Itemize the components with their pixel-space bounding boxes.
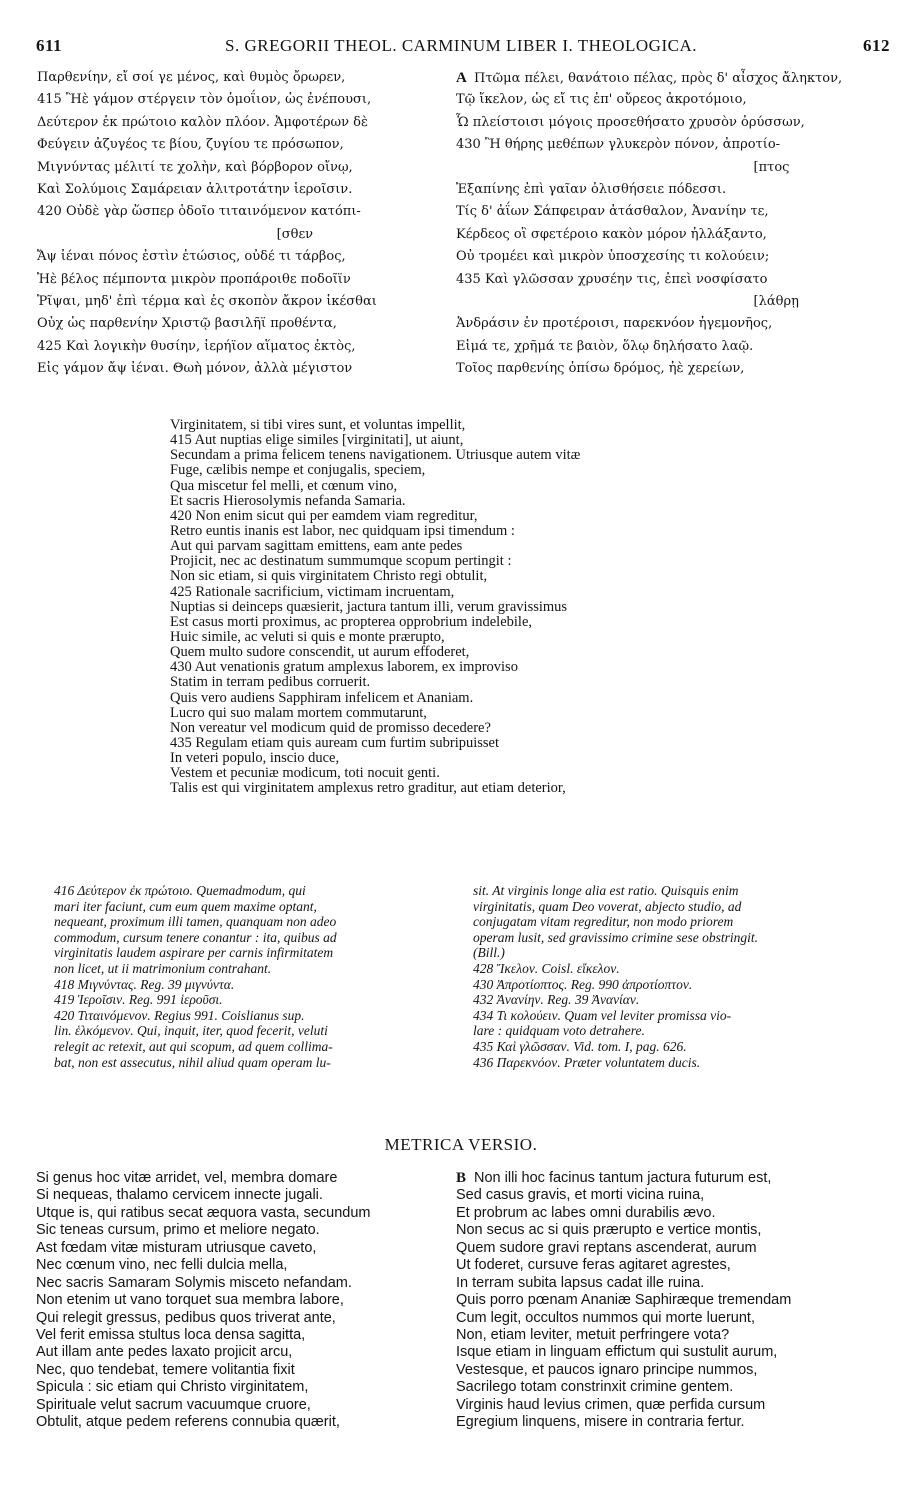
footnote-line: 430 Ἀπροτίοπτος. Reg. 990 ἀπροτίοπτον. — [473, 976, 693, 992]
metrical-verse-line: Obtulit, atque pedem referens connubia quærit, — [36, 1414, 340, 1431]
footnote-line: 432 Ἀνανίην. Reg. 39 Ἀνανίαν. — [473, 992, 640, 1008]
footnote-line: virginitatis, quam Deo voverat, abjecto studio, ad — [473, 898, 742, 914]
footnote-line: bat, non est assecutus, nihil aliud quam operam lu- — [54, 1054, 331, 1070]
footnote-line: 419 Ἱεροῖσιν. Reg. 991 ἱεροῦσι. — [54, 992, 223, 1008]
metrical-verse-line: Sed casus gravis, et morti vicina ruina, — [456, 1187, 705, 1204]
footnote-line: 420 Τιταινόμενον. Regius 991. Coislianus sup. — [54, 1007, 305, 1023]
metrical-verse-line: Qui relegit gressus, pedibus quos triverat ante, — [36, 1309, 336, 1326]
latin-prose-line: Lucro qui suo malam mortem commutarunt, — [170, 705, 427, 721]
latin-prose-line: Et sacris Hierosolymis nefanda Samaria. — [170, 493, 406, 509]
latin-prose-line: 415 Aut nuptias elige similes [virginitati], ut aiunt, — [170, 433, 464, 449]
metrical-verse-line: Ast fœdam vitæ misturam utriusque caveto, — [36, 1239, 317, 1256]
greek-verse-line: Ἀνδράσιν ἐν προτέροισι, παρεκνόον ἡγεμονῆος, — [456, 316, 773, 332]
metrical-verse-line: Si nequeas, thalamo cervicem innecte jugali. — [36, 1187, 323, 1204]
metrical-verse-line: Ut foderet, cursuve feras agitaret agrestes, — [456, 1257, 731, 1274]
footnote-line: 434 Τι κολούειν. Quam vel leviter promissa vio- — [473, 1007, 732, 1023]
footnote-line: lare : quidquam voto detrahere. — [473, 1023, 645, 1039]
greek-verse-line: Παρθενίην, εἴ σοί γε μένος, καὶ θυμὸς ὄρωρεν, — [37, 70, 346, 85]
metrical-verse-line: Sic teneas cursum, primo et meliore negato. — [36, 1222, 320, 1239]
metrical-verse-line: In terram subita lapsus cadat ille ruina. — [456, 1274, 705, 1291]
footnotes-left-column — [54, 883, 464, 1070]
latin-prose-line: Quis vero audiens Sapphiram infelicem et Ananiam. — [170, 690, 474, 706]
footnote-line: 418 Μιγνύντας. Reg. 39 μιγνύντα. — [54, 976, 235, 992]
greek-verse-line: Τίς δ' ἀΐων Σάπφειραν ἀτάσθαλον, Ἀνανίην τε, — [456, 204, 769, 220]
metrical-verse-line: Non etenim ut vano torquet sua membra labore, — [36, 1292, 344, 1309]
latin-prose-line: Est casus morti proximus, ac propterea opprobrium indelebile, — [170, 614, 533, 630]
metrical-verse-right-column — [456, 1170, 901, 1432]
greek-verse-line: [λάθρῃ — [456, 293, 799, 309]
greek-verse-line: Ἄψ ἰέναι πόνος ἐστὶν ἐτώσιος, οὐδέ τι τάρβος, — [37, 249, 346, 265]
metrical-verse-line: Nec sacris Samaram Solymis misceto nefandam. — [36, 1274, 352, 1291]
latin-prose-line: Qua miscetur fel melli, et cœnum vino, — [170, 478, 398, 494]
running-title: S. GREGORII THEOL. CARMINUM LIBER I. THEOLOGICA. — [225, 36, 697, 55]
metrical-verse-line: Si genus hoc vitæ arridet, vel, membra domare — [36, 1170, 338, 1186]
greek-verse-line: Ἐξαπίνης ἐπὶ γαῖαν ὀλισθήσειε πόδεσσι. — [456, 181, 727, 197]
greek-verse-line: Ἠὲ βέλος πέμποντα μικρὸν προπάροιθε ποδοῖϊν — [37, 271, 351, 287]
greek-verse-line: 425 Καὶ λογικὴν θυσίην, ἱερήϊον αἵματος ἐκτὸς, — [37, 338, 356, 354]
latin-prose-line: In veteri populo, inscio duce, — [170, 751, 340, 767]
metrical-verse-line: Virginis haud levius crimen, quæ perfida cursum — [456, 1396, 766, 1413]
footnote-line: operam lusit, sed gravissimo crimine sese obstringit. — [473, 929, 758, 945]
column-marker: B — [456, 1170, 467, 1186]
column-line-text: Non illi hoc facinus tantum jactura futurum est, — [474, 1170, 772, 1186]
latin-prose-line: Statim in terram pedibus corruerit. — [170, 675, 371, 691]
greek-verse-line: [πτος — [456, 159, 790, 175]
footnote-line: non licet, ut ii matrimonium contrahant. — [54, 960, 272, 976]
footnote-line: 416 Δεύτερον ἐκ πρώτοιο. Quemadmodum, qui — [54, 883, 306, 898]
footnote-line: 428 Ἴκελον. Coisl. εἴκελον. — [473, 960, 620, 976]
latin-prose-line: Retro euntis inanis est labor, nec quidquam ipsi timendum : — [170, 523, 515, 539]
latin-prose-line: Vestem et pecuniæ modicum, toti nocuit genti. — [170, 766, 440, 782]
footnote-line: commodum, cursum tenere conantur : ita, quibus ad — [54, 929, 337, 945]
page-header — [0, 36, 922, 58]
latin-prose-line: 425 Rationale sacrificium, victimam incruentam, — [170, 584, 455, 600]
metrical-verse-line: Non secus ac si quis prærupto e vertice montis, — [456, 1222, 762, 1239]
footnote-line: sit. At virginis longe alia est ratio. Quisquis enim — [473, 883, 739, 898]
latin-prose-line: Nuptias si deinceps quæsierit, jactura tantum illi, verum gravissimus — [170, 599, 568, 615]
latin-prose-line: Aut qui parvam sagittam emittens, eam ante pedes — [170, 539, 463, 555]
greek-text-left-column — [37, 67, 467, 380]
column-marker: A — [456, 70, 467, 86]
metrical-verse-line — [456, 1170, 901, 1187]
metrical-verse-line: Non, etiam leviter, metuit perfringere vota? — [456, 1326, 730, 1343]
latin-prose-line: Quem multo sudore conscendit, ut aurum effoderet, — [170, 645, 470, 661]
latin-prose-line: Virginitatem, si tibi vires sunt, et voluntas impellit, — [170, 418, 466, 433]
metrical-verse-line: Nec cœnum vino, nec felli dulcia mella, — [36, 1257, 288, 1274]
latin-prose-line: 420 Non enim sicut qui per eamdem viam regreditur, — [170, 508, 478, 524]
metrical-verse-line: Sacrilego totam constrinxit crimine gentem. — [456, 1379, 734, 1396]
metrical-verse-line: Aut illam ante pedes laxato projicit arcu, — [36, 1344, 293, 1361]
greek-verse-line: Φεύγειν ἀζυγέος τε βίου, ζυγίου τε πρόσωπον, — [37, 137, 344, 153]
metrical-verse-line: Spicula : sic etiam qui Christo virginitatem, — [36, 1379, 309, 1396]
greek-verse-line — [456, 67, 901, 89]
metrical-verse-line: Vestesque, et paucos ignaro principe nummos, — [456, 1361, 758, 1378]
metrical-verse-line: Vel ferit emissa stultus loca densa sagitta, — [36, 1326, 306, 1343]
page-number-left: 611 — [36, 36, 63, 55]
greek-verse-line: Τοῖος παρθενίης ὀπίσω δρόμος, ἠὲ χερείων, — [456, 361, 745, 377]
latin-prose-line: Non sic etiam, si quis virginitatem Christo regi obtulit, — [170, 569, 488, 585]
footnote-line: conjugatam vitam regreditur, non modo priorem — [473, 914, 734, 930]
footnote-line: nequeant, proximum illi tamen, quanquam non adeo — [54, 914, 337, 930]
greek-verse-line: Ὧ πλείστοισι μόγοις προσεθήσατο χρυσὸν ὀρύσσων, — [456, 114, 805, 130]
metrica-versio-heading: METRICA VERSIO. — [384, 1135, 538, 1154]
greek-verse-line: 415 Ἢὲ γάμον στέργειν τὸν ὁμοΐιον, ὡς ἐνέπουσι, — [37, 92, 372, 108]
metrical-verse-line: Cum legit, occultos nummos qui morte luerunt, — [456, 1309, 755, 1326]
latin-prose-line: Secundam a prima felicem tenens navigationem. Utriusque autem vitæ — [170, 448, 581, 464]
greek-verse-line: Καὶ Σολύμοις Σαμάρειαν ἀλιτροτάτην ἱεροῖσιν. — [37, 181, 353, 197]
greek-verse-line: Τῷ ἴκελον, ὡς εἴ τις ἐπ' οὔρεος ἀκροτόμοιο, — [456, 92, 747, 108]
greek-verse-line: 430 Ἢ θήρης μεθέπων γλυκερὸν πόνον, ἀπροτίο- — [456, 137, 781, 153]
column-line-text: Πτῶμα πέλει, θανάτοιο πέλας, πρὸς δ' αἶσχος ἄληκτον, — [474, 71, 843, 86]
latin-prose-line: Fuge, cælibis nempe et conjugalis, speciem, — [170, 463, 426, 479]
page-number-right: 612 — [863, 36, 890, 55]
greek-verse-line: 420 Οὐδὲ γὰρ ὥσπερ ὁδοῖο τιταινόμενον κατόπι- — [37, 204, 361, 220]
metrical-verse-line: Isque etiam in linguam effictum qui sustulit aurum, — [456, 1344, 778, 1361]
footnote-line: (Bill.) — [473, 945, 505, 961]
metrical-verse-line: Egregium linquens, misere in contraria fertur. — [456, 1414, 745, 1431]
greek-verse-line: [σθεν — [37, 226, 314, 242]
footnote-line: 435 Καὶ γλῶσσαν. Vid. tom. I, pag. 626. — [473, 1038, 687, 1054]
greek-verse-line: Ῥῖψαι, μηδ' ἐπὶ τέρμα καὶ ἐς σκοπὸν ἄκρον ἱκέσθαι — [37, 293, 377, 309]
greek-verse-line: Μιγνύντας μέλιτί τε χολὴν, καὶ βόρβορον οἴνῳ, — [37, 159, 353, 175]
latin-prose-line: Projicit, nec ac destinatum summumque scopum pertingit : — [170, 554, 512, 570]
footnote-line: 436 Παρεκνόον. Præter voluntatem ducis. — [473, 1054, 701, 1070]
greek-verse-line: Οὐχ ὡς παρθενίην Χριστῷ βασιλῆϊ προθέντα, — [37, 316, 337, 332]
latin-prose-line: Non vereatur vel modicum quid de promisso decedere? — [170, 720, 491, 736]
greek-verse-line: 435 Καὶ γλῶσσαν χρυσέην τις, ἐπεὶ νοσφίσατο — [456, 271, 768, 287]
footnote-line: virginitatis laudem aspirare per carnis infirmitatem — [54, 945, 334, 961]
footnote-line: relegit ac retexit, aut qui scopum, ad quem collima- — [54, 1038, 333, 1054]
greek-verse-line: Εἰς γάμον ἄψ ἰέναι. Θωὴ μόνον, ἀλλὰ μέγιστον — [37, 361, 353, 377]
greek-verse-line: Οὐ τρομέει καὶ μικρὸν ὑποσχεσίης τι κολούειν; — [456, 249, 770, 265]
metrical-verse-line: Spirituale velut sacrum vacuumque cruore, — [36, 1396, 311, 1413]
latin-prose-translation — [170, 418, 870, 797]
greek-verse-line: Κέρδεος οἳ σφετέροιο κακὸν μόρον ἠλλάξαντο, — [456, 226, 767, 242]
metrical-verse-line: Quem sudore gravi reptans ascenderat, aurum — [456, 1239, 757, 1256]
footnote-line: mari iter faciunt, cum eum quem maxime optant, — [54, 898, 317, 914]
metrical-verse-line: Quis porro pœnam Ananiæ Saphiræque tremendam — [456, 1292, 792, 1309]
footnotes-right-column — [473, 883, 893, 1070]
latin-prose-line: Talis est qui virginitatem amplexus retro graditur, aut etiam deterior, — [170, 781, 566, 797]
metrical-verse-left-column — [36, 1170, 454, 1432]
metrical-verse-line: Utque is, qui ratibus secat æquora vasta, secundum — [36, 1204, 371, 1221]
greek-verse-line: Δεύτερον ἐκ πρώτοιο καλὸν πλόον. Ἀμφοτέρων δὲ — [37, 114, 368, 130]
footnote-line: lin. ἑλκόμενον. Qui, inquit, iter, quod fecerit, veluti — [54, 1023, 328, 1039]
latin-prose-line: Huic simile, ac veluti si quis e monte prærupto, — [170, 629, 445, 645]
metrical-verse-line: Nec, quo tendebat, temere volitantia fixit — [36, 1361, 295, 1378]
greek-text-right-column — [456, 67, 901, 380]
latin-prose-line: 430 Aut venationis gratum amplexus laborem, ex improviso — [170, 660, 518, 676]
greek-verse-line: Εἱμά τε, χρῆμά τε βαιὸν, ὅλῳ δηλήσατο λαῷ. — [456, 338, 754, 354]
latin-prose-line: 435 Regulam etiam quis auream cum furtim subripuisset — [170, 735, 500, 751]
metrical-verse-line: Et probrum ac labes omni durabilis ævo. — [456, 1204, 716, 1221]
